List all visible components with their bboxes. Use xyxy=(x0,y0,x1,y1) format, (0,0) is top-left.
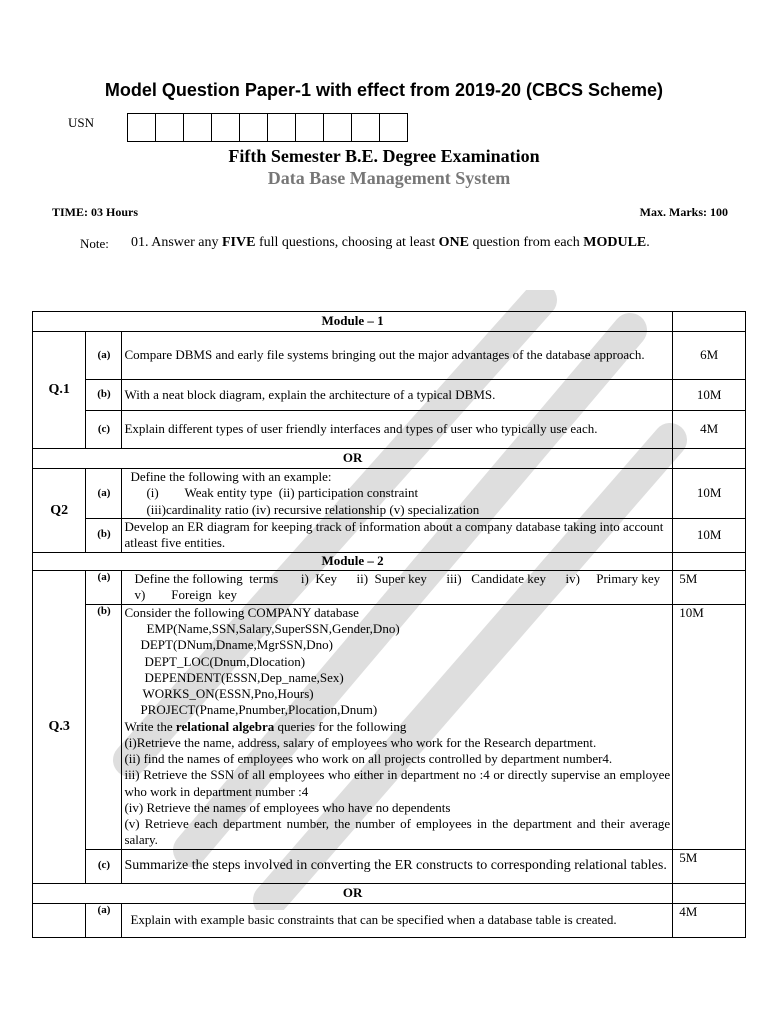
usn-box xyxy=(351,113,380,142)
question-text xyxy=(122,604,673,849)
question-text xyxy=(122,469,673,519)
marks-cell: 5M xyxy=(673,570,746,604)
marks-cell: 10M xyxy=(673,469,746,519)
relation-schema: WORKS_ON(ESSN,Pno,Hours) xyxy=(142,686,314,701)
module-heading: Module – 1 xyxy=(33,312,673,332)
empty-cell xyxy=(673,312,746,332)
query-item: iii) Retrieve the SSN of all employees who either in department no :4 or directly supervise an employee who work in department number :4 xyxy=(124,767,671,799)
database-intro: Consider the following COMPANY database xyxy=(124,604,359,620)
usn-boxes xyxy=(128,113,408,142)
note-emphasis: MODULE xyxy=(583,235,647,250)
subject-heading: Data Base Management System xyxy=(267,168,511,188)
subpart-label: (a) xyxy=(86,332,122,380)
question-number: Q.3 xyxy=(33,570,86,883)
definition-line: (i) Weak entity type (ii) participation constraint xyxy=(146,485,419,501)
time-label: TIME: 03 Hours xyxy=(52,205,139,219)
marks-cell: 5M xyxy=(673,849,746,883)
usn-box xyxy=(127,113,156,142)
marks-cell: 10M xyxy=(673,518,746,552)
query-item: (i)Retrieve the name, address, salary of employees who work for the Research department. xyxy=(124,734,597,750)
usn-box xyxy=(155,113,184,142)
instruction-emphasis: relational algebra xyxy=(175,718,275,734)
marks-cell: 10M xyxy=(673,380,746,411)
usn-box xyxy=(323,113,352,142)
subpart-label: (a) xyxy=(86,570,122,604)
relation-schema: EMP(Name,SSN,Salary,SuperSSN,Gender,Dno) xyxy=(146,621,400,636)
subpart-label: (a) xyxy=(86,469,122,519)
question-text: Define the following terms i) Key ii) Super key iii) Candidate key iv) Primary key v) Foreign key xyxy=(122,570,673,604)
relation-schema: PROJECT(Pname,Pnumber,Plocation,Dnum) xyxy=(140,702,378,718)
instruction-part: Write the xyxy=(124,718,176,734)
paper-title: Model Question Paper-1 with effect from 2019-20 (CBCS Scheme) xyxy=(104,80,664,100)
module-heading: Module – 2 xyxy=(33,552,673,570)
definition-intro: Define the following with an example: xyxy=(130,469,332,484)
question-text: Summarize the steps involved in converting the ER constructs to corresponding relational tables. xyxy=(122,849,673,883)
subpart-label: (b) xyxy=(86,518,122,552)
usn-label: USN xyxy=(68,115,95,130)
marks-cell: 4M xyxy=(673,903,746,937)
note-part: full questions, choosing at least xyxy=(255,235,439,250)
usn-box xyxy=(295,113,324,142)
or-divider: OR xyxy=(33,883,673,903)
marks-cell: 10M xyxy=(673,604,746,849)
note-part: . xyxy=(646,235,650,250)
note-part: question from each xyxy=(468,235,584,250)
subpart-label: (b) xyxy=(86,380,122,411)
relation-schema: DEPENDENT(ESSN,Dep_name,Sex) xyxy=(144,669,344,685)
instruction-line xyxy=(124,719,670,735)
definition-line: (iii)cardinality ratio (iv) recursive relationship (v) specialization xyxy=(146,501,480,517)
marks-cell: 6M xyxy=(673,332,746,380)
marks-cell: 4M xyxy=(673,411,746,449)
question-number: Q.1 xyxy=(33,332,86,449)
empty-cell xyxy=(673,883,746,903)
usn-box xyxy=(183,113,212,142)
usn-box xyxy=(379,113,408,142)
note-part: 01. Answer any xyxy=(131,235,222,250)
query-item: (v) Retrieve each department number, the number of employees in the department and their average salary. xyxy=(124,816,671,848)
query-item: (iv) Retrieve the names of employees who have no dependents xyxy=(124,799,451,815)
question-text: Explain with example basic constraints that can be specified when a database table is created. xyxy=(122,903,673,937)
question-number: Q2 xyxy=(33,469,86,553)
subpart-label: (c) xyxy=(86,411,122,449)
exam-heading: Fifth Semester B.E. Degree Examination xyxy=(228,146,540,166)
note-label: Note: xyxy=(80,236,109,251)
question-table xyxy=(32,311,746,938)
empty-cell xyxy=(673,552,746,570)
query-item: (ii) find the names of employees who work on all projects controlled by department number4. xyxy=(124,751,613,766)
subpart-label: (c) xyxy=(86,849,122,883)
max-marks-label: Max. Marks: 100 xyxy=(639,205,728,219)
instruction-part: queries for the following xyxy=(274,718,407,734)
question-number-empty xyxy=(33,903,86,937)
note-emphasis: FIVE xyxy=(222,235,256,250)
usn-box xyxy=(267,113,296,142)
usn-box xyxy=(211,113,240,142)
subpart-label: (b) xyxy=(86,604,122,849)
question-text: With a neat block diagram, explain the architecture of a typical DBMS. xyxy=(122,380,673,411)
usn-box xyxy=(239,113,268,142)
note-emphasis: ONE xyxy=(438,235,469,250)
relation-schema: DEPT(DNum,Dname,MgrSSN,Dno) xyxy=(140,637,333,653)
or-divider: OR xyxy=(33,449,673,469)
note-text xyxy=(131,235,650,251)
question-text: Develop an ER diagram for keeping track of information about a company database taking into account atleast five entities. xyxy=(122,518,673,552)
relation-schema: DEPT_LOC(Dnum,Dlocation) xyxy=(144,653,306,669)
question-text: Explain different types of user friendly interfaces and types of user who typically use each. xyxy=(122,411,673,449)
empty-cell xyxy=(673,449,746,469)
subpart-label: (a) xyxy=(86,903,122,937)
question-text: Compare DBMS and early file systems bringing out the major advantages of the database approach. xyxy=(122,332,673,380)
